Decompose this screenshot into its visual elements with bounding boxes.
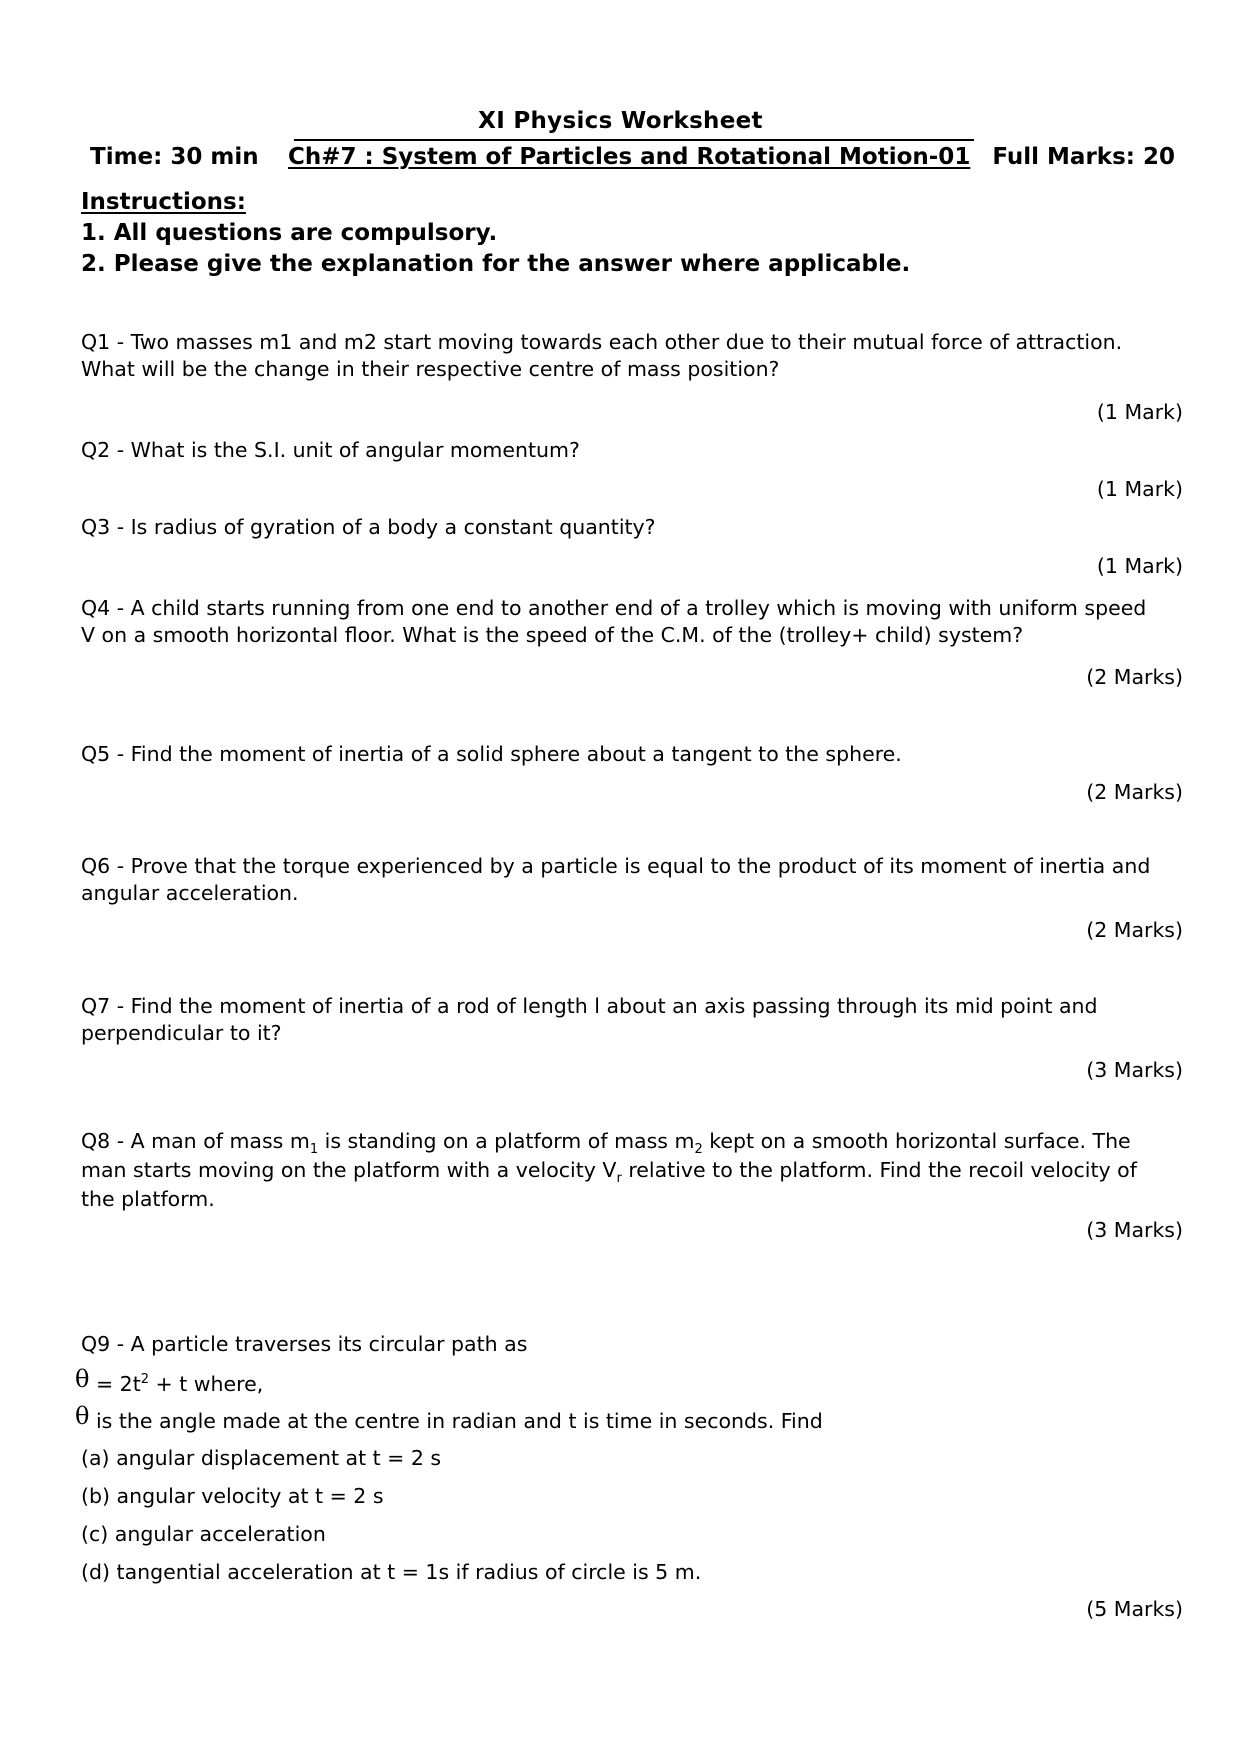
equation-text: = 2t [89, 1372, 141, 1396]
question-6 [81, 853, 1150, 907]
q8-subscript: 1 [309, 1142, 319, 1158]
question-5-marks: (2 Marks) [1086, 780, 1183, 804]
question-line: Q6 - Prove that the torque experienced by a particle is equal to the product of its moment of inertia and [81, 854, 1151, 878]
question-9-marks: (5 Marks) [1086, 1597, 1183, 1621]
instructions-heading: Instructions: [81, 189, 246, 215]
q8-text: relative to the platform. Find the recoil velocity of [621, 1158, 1137, 1182]
question-7-marks: (3 Marks) [1086, 1058, 1183, 1082]
question-7 [81, 993, 1098, 1047]
q8-subscript: r [616, 1171, 622, 1187]
q8-subscript: 2 [694, 1142, 703, 1158]
question-9-intro: Q9 - A particle traverses its circular path as [81, 1332, 528, 1356]
question-9-part-c: (c) angular acceleration [81, 1522, 326, 1546]
question-6-marks: (2 Marks) [1086, 918, 1183, 942]
question-9-part-d: (d) tangential acceleration at t = 1s if radius of circle is 5 m. [81, 1560, 702, 1584]
q8-text: kept on a smooth horizontal surface. The [702, 1129, 1131, 1153]
question-line: What will be the change in their respective centre of mass position? [81, 357, 780, 381]
question-4-marks: (2 Marks) [1086, 665, 1183, 689]
theta-symbol: θ [75, 1365, 90, 1393]
instruction-item: 1. All questions are compulsory. [81, 220, 498, 246]
time-label: Time: 30 min [90, 144, 259, 170]
question-line: Q1 - Two masses m1 and m2 start moving towards each other due to their mutual force of attraction. [81, 330, 1123, 354]
question-9-theta-definition [75, 1402, 823, 1435]
q8-text: is standing on a platform of mass m [318, 1129, 695, 1153]
q8-text: Q8 - A man of mass m [81, 1129, 310, 1153]
question-2-marks: (1 Mark) [1096, 477, 1183, 501]
question-line: Q7 - Find the moment of inertia of a rod of length l about an axis passing through its mid point and [81, 994, 1098, 1018]
worksheet-title: XI Physics Worksheet [478, 108, 763, 134]
question-line: V on a smooth horizontal floor. What is the speed of the C.M. of the (trolley+ child) system? [81, 623, 1024, 647]
question-3-marks: (1 Mark) [1096, 554, 1183, 578]
theta-symbol: θ [75, 1402, 90, 1430]
question-line [81, 1156, 1137, 1185]
question-5 [81, 741, 902, 768]
question-1-marks: (1 Mark) [1096, 400, 1183, 424]
instruction-item: 2. Please give the explanation for the answer where applicable. [81, 251, 911, 277]
question-1 [81, 329, 1122, 383]
definition-text: is the angle made at the centre in radian and t is time in seconds. Find [89, 1409, 823, 1433]
question-3 [81, 514, 656, 541]
question-line: Q3 - Is radius of gyration of a body a constant quantity? [81, 515, 656, 539]
title-rule [294, 139, 974, 141]
question-line: the platform. [81, 1187, 215, 1211]
question-9-part-b: (b) angular velocity at t = 2 s [81, 1484, 384, 1508]
question-line: Q2 - What is the S.I. unit of angular momentum? [81, 438, 580, 462]
question-8 [81, 1127, 1137, 1214]
question-4 [81, 595, 1146, 649]
question-line: perpendicular to it? [81, 1021, 282, 1045]
question-9-part-a: (a) angular displacement at t = 2 s [81, 1446, 442, 1470]
question-line: angular acceleration. [81, 881, 299, 905]
question-line: Q4 - A child starts running from one end to another end of a trolley which is moving with uniform speed [81, 596, 1147, 620]
question-line: Q5 - Find the moment of inertia of a solid sphere about a tangent to the sphere. [81, 742, 902, 766]
chapter-title: Ch#7 : System of Particles and Rotational Motion-01 [288, 144, 971, 170]
question-line [81, 1127, 1137, 1156]
full-marks-label: Full Marks: 20 [992, 144, 1175, 170]
question-8-marks: (3 Marks) [1086, 1218, 1183, 1242]
question-9-equation [75, 1365, 264, 1398]
question-2 [81, 437, 580, 464]
equation-text: + t where, [149, 1372, 264, 1396]
q8-text: man starts moving on the platform with a velocity V [81, 1158, 617, 1182]
equation-superscript: 2 [140, 1372, 150, 1388]
